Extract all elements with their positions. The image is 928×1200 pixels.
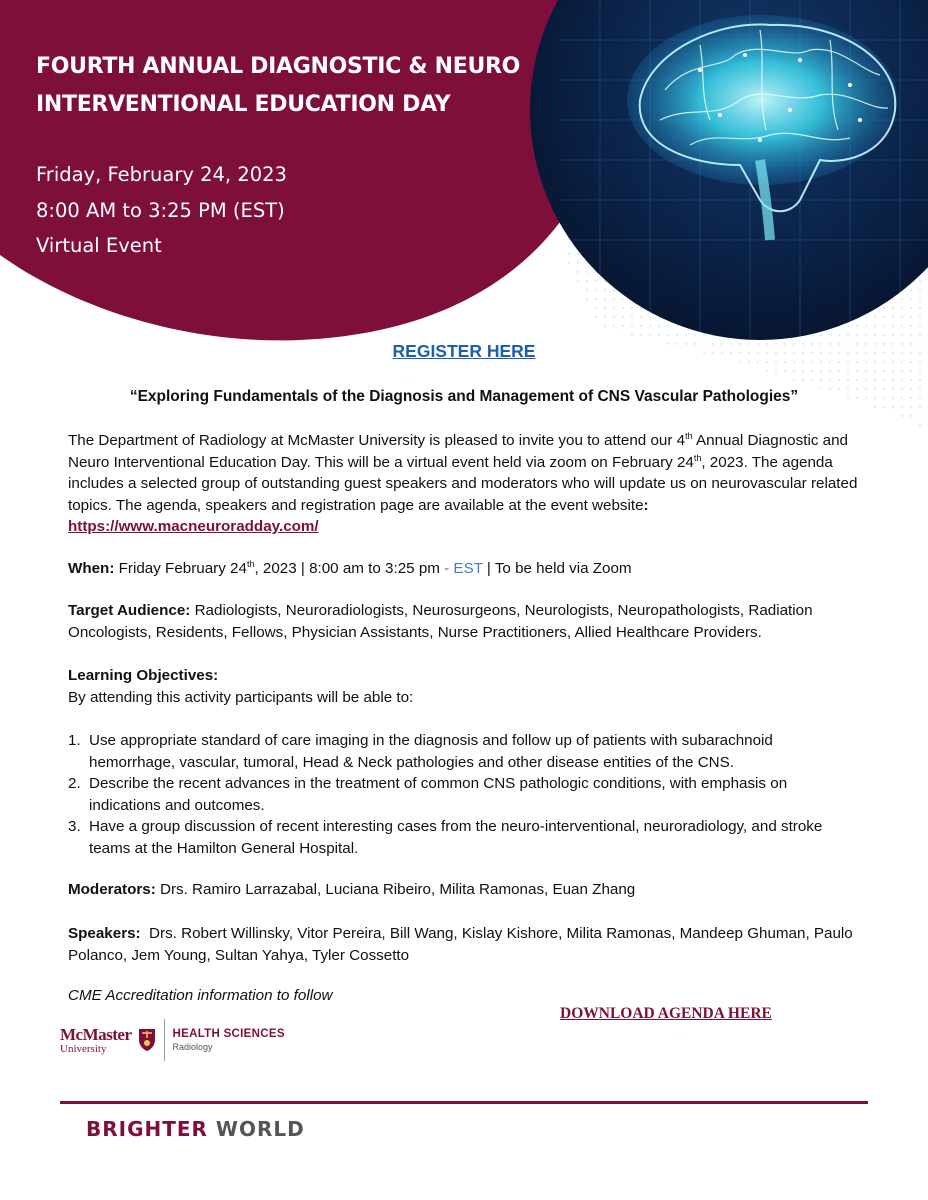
list-item — [68, 773, 848, 816]
logo-line-1: McMaster — [60, 1024, 132, 1044]
list-item-text: Have a group discussion of recent interesting cases from the neuro-interventional, neuroradiology, and stroke teams at the Hamilton General Hospital. — [89, 818, 823, 857]
footer-brand-word-2: WORLD — [215, 1117, 305, 1141]
when-sup: th — [246, 558, 255, 569]
list-item-number: 2. — [68, 775, 81, 792]
intro-paragraph — [68, 430, 858, 538]
audience-label: Target Audience: — [68, 602, 191, 619]
footer-brand — [86, 1117, 305, 1141]
mcmaster-logo — [60, 1016, 285, 1064]
health-sciences-wordmark — [173, 1028, 285, 1052]
logo-divider — [164, 1019, 165, 1061]
intro-colon: : — [643, 496, 649, 514]
intro-text-3: , 2023. The agenda includes a selected group of outstanding guest speakers and moderators who will update us on neurovascular related topics. The agenda, speakers and registration page are available at the event website — [68, 453, 858, 514]
when-text-3: | To be held via Zoom — [482, 560, 632, 577]
audience-paragraph — [68, 600, 858, 643]
logo-unit-2: Radiology — [172, 1042, 213, 1052]
objectives-label: Learning Objectives: — [68, 667, 219, 684]
audience-text: Radiologists, Neuroradiologists, Neurosurgeons, Neurologists, Neuropathologists, Radiation Oncologists, Residents, Fellows, Physician Assistants, Nurse Practitioners, Allied Healthcare Providers. — [68, 602, 813, 641]
intro-text-2: Annual Diagnostic and Neuro Interventional Education Day. This will be a virtual event held via zoom on February 24 — [68, 432, 848, 471]
event-format: Virtual Event — [36, 234, 162, 257]
moderators-line — [68, 879, 858, 901]
intro-sup-2: th — [693, 452, 702, 463]
event-title-line-2: INTERVENTIONAL EDUCATION DAY — [36, 92, 451, 117]
moderators-label: Moderators: — [68, 881, 156, 898]
list-item-text: Describe the recent advances in the treatment of common CNS pathologic conditions, with emphasis on indications and outcomes. — [89, 775, 788, 814]
speakers-label: Speakers: — [68, 925, 141, 942]
intro-sup-1: th — [685, 430, 693, 441]
event-website-link[interactable]: https://www.macneuroradday.com/ — [68, 518, 319, 535]
list-item — [68, 816, 848, 859]
event-date: Friday, February 24, 2023 — [36, 163, 287, 186]
footer-brand-word-1: BRIGHTER — [86, 1117, 208, 1141]
speakers-text: Drs. Robert Willinsky, Vitor Pereira, Bill Wang, Kislay Kishore, Milita Ramonas, Mandeep Ghuman, Paulo Polanco, Jem Young, Sultan Yahya, Tyler Cossetto — [68, 925, 857, 964]
event-title-line-1: FOURTH ANNUAL DIAGNOSTIC & NEURO — [36, 54, 521, 79]
moderators-text: Drs. Ramiro Larrazabal, Luciana Ribeiro, Milita Ramonas, Euan Zhang — [155, 881, 636, 898]
when-text-1: Friday February 24 — [114, 560, 247, 577]
download-agenda-link[interactable]: DOWNLOAD AGENDA HERE — [560, 1005, 772, 1022]
intro-text-1: The Department of Radiology at McMaster University is pleased to invite you to attend our 4 — [68, 432, 686, 449]
objectives-intro: By attending this activity participants will be able to: — [68, 688, 414, 706]
event-meta — [36, 157, 287, 264]
event-time: 8:00 AM to 3:25 PM (EST) — [36, 198, 285, 222]
objectives-list — [68, 730, 848, 859]
list-item-number: 3. — [68, 818, 81, 835]
crest-icon — [138, 1028, 156, 1052]
event-title — [36, 48, 556, 124]
when-est: - EST — [444, 560, 483, 577]
speakers-paragraph — [68, 923, 858, 966]
when-text-2: , 2023 | 8:00 am to 3:25 pm — [254, 560, 445, 577]
register-section — [0, 341, 928, 362]
logo-line-2: University — [60, 1042, 107, 1055]
list-item-number: 1. — [68, 732, 81, 749]
register-link[interactable]: REGISTER HERE — [392, 341, 536, 361]
mcmaster-wordmark — [60, 1026, 132, 1055]
cme-note: CME Accreditation information to follow — [68, 987, 333, 1004]
logo-unit-1: HEALTH SCIENCES — [172, 1028, 285, 1040]
when-line — [68, 558, 858, 580]
event-subtitle: “Exploring Fundamentals of the Diagnosis and Management of CNS Vascular Pathologies” — [129, 388, 799, 405]
objectives-section — [68, 665, 858, 708]
when-label: When: — [68, 560, 115, 577]
footer-divider — [60, 1101, 868, 1104]
list-item-text: Use appropriate standard of care imaging in the diagnosis and follow up of patients with subarachnoid hemorrhage, vascular, tumoral, Head & Neck pathologies and other disease entities of the CNS. — [89, 732, 773, 771]
list-item — [68, 730, 848, 773]
